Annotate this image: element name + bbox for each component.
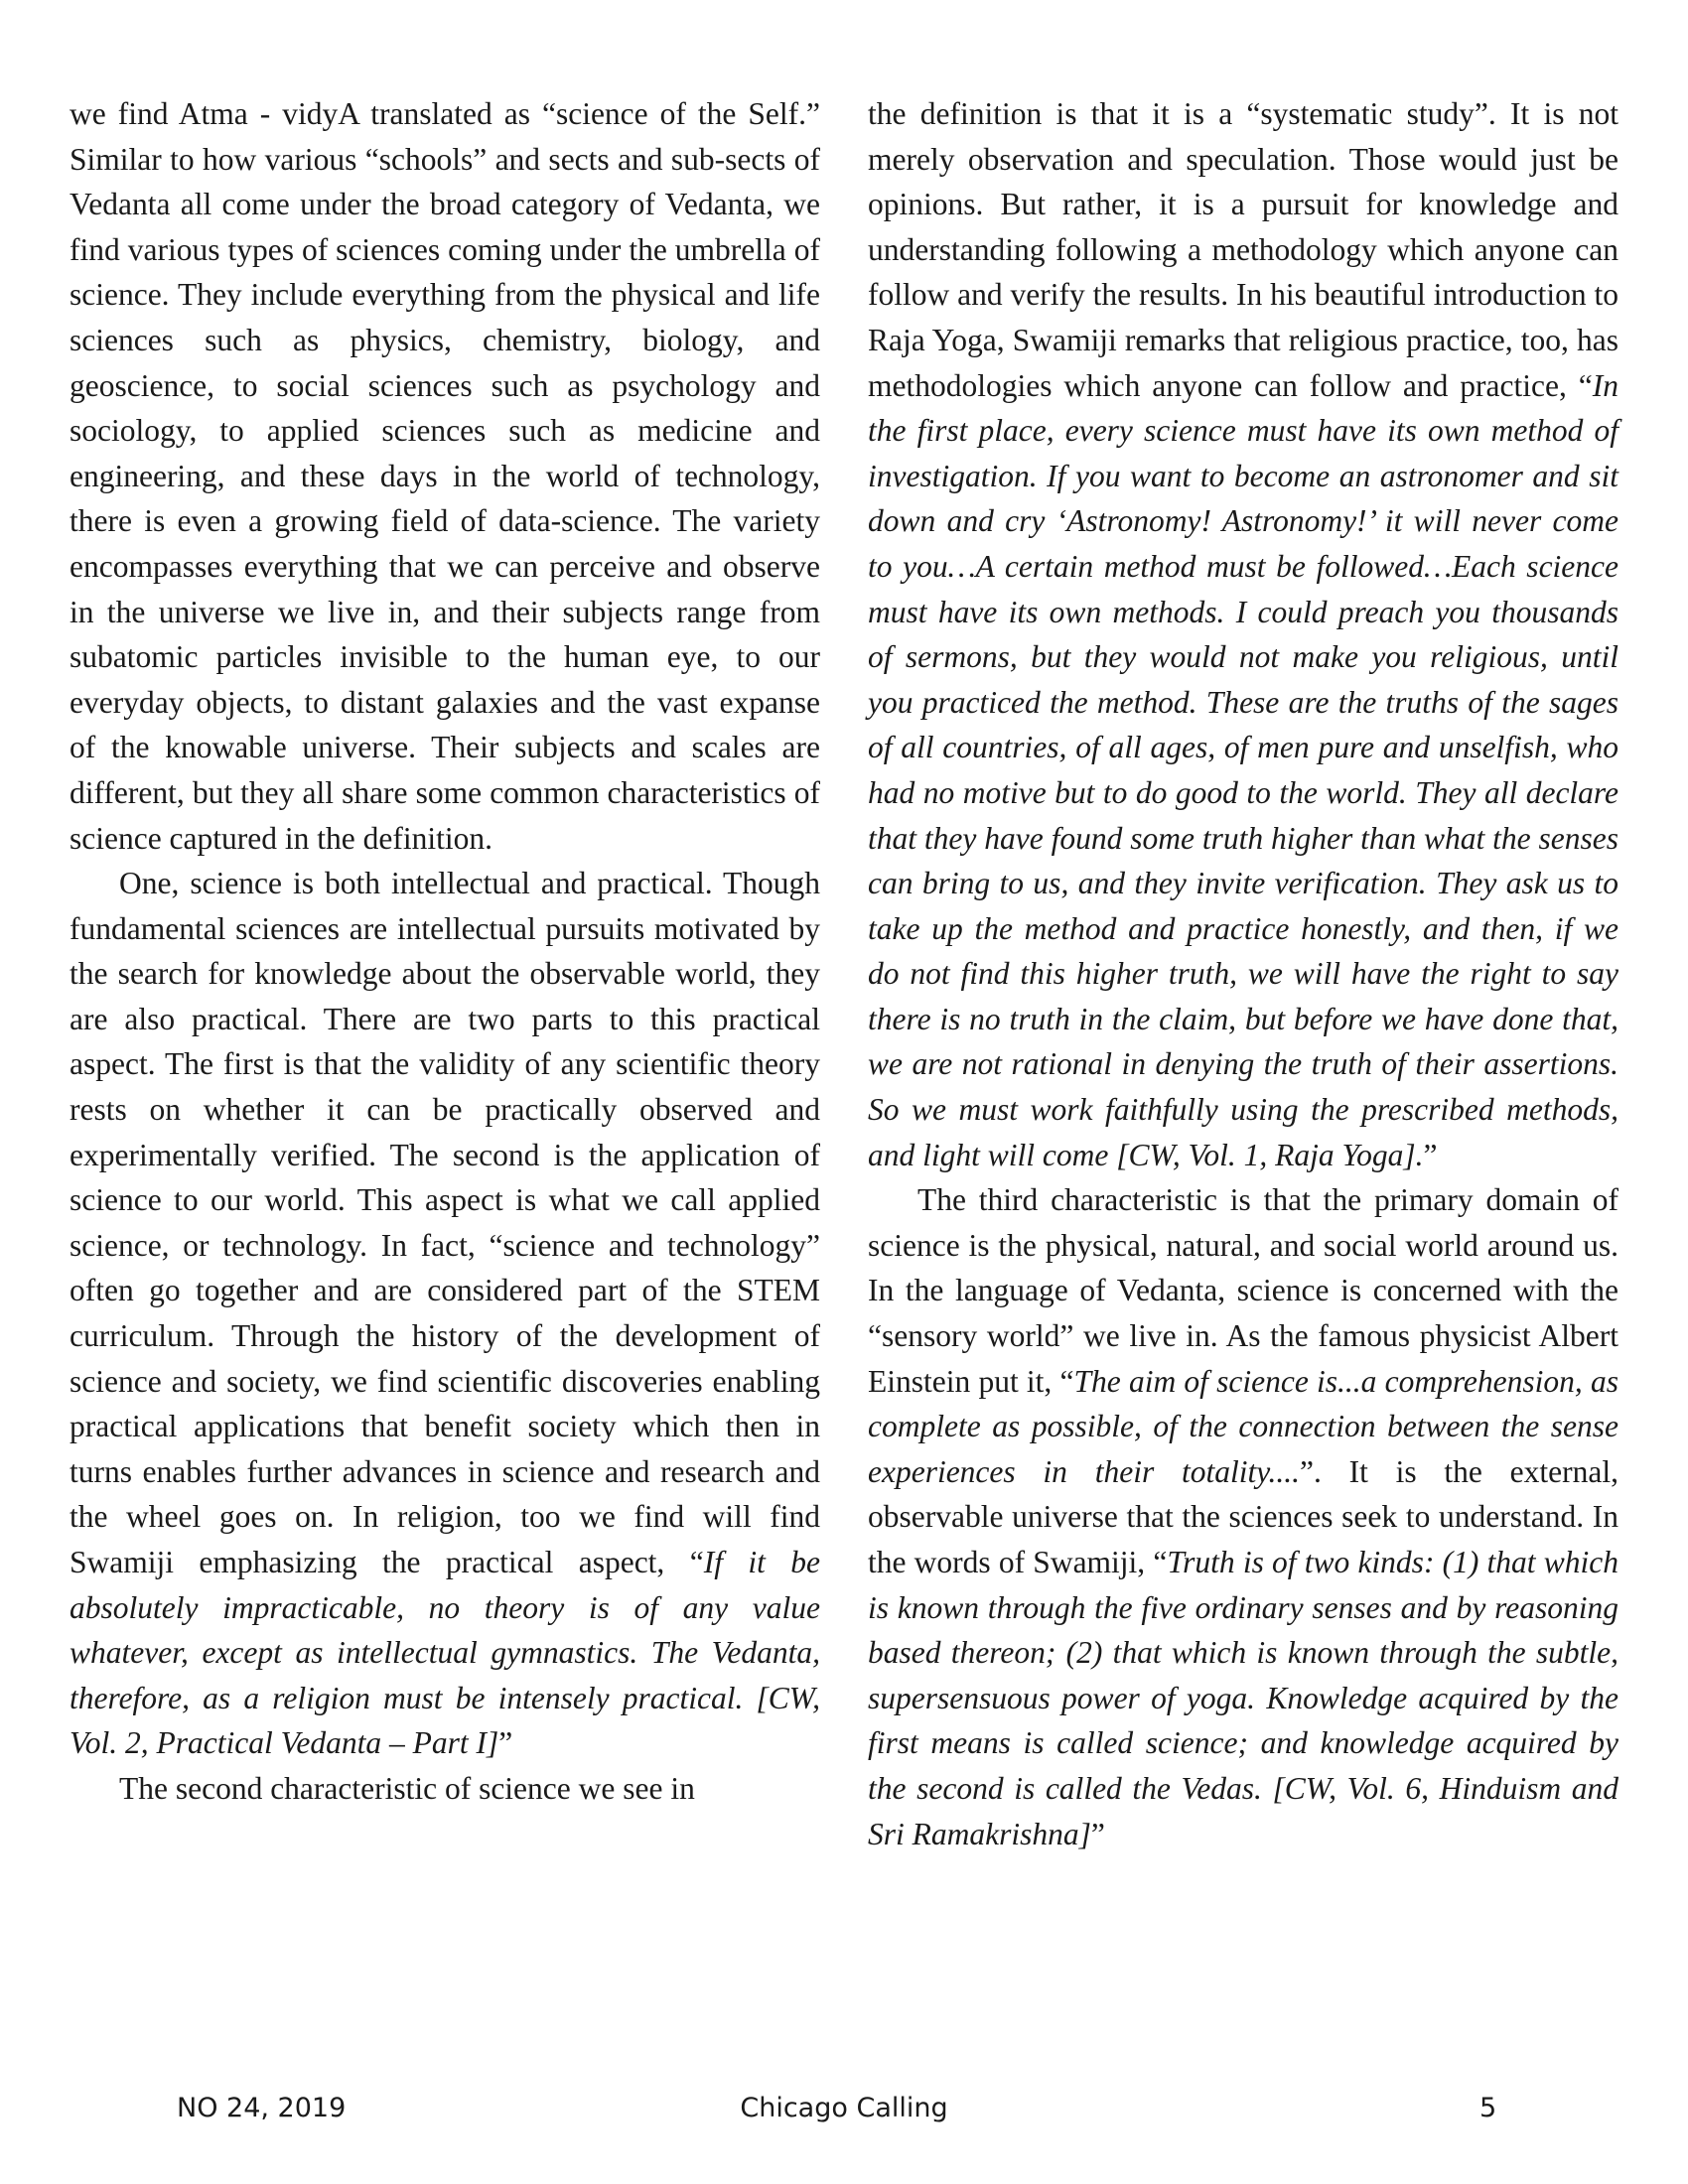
quotation: Truth is of two kinds: (1) that which is known through the five ordinary senses and by reasoning based thereon; (2) that which is known through the subtle, supersensuous power of yoga. Knowledge acquired by the first means is called science; and knowledge acquired by the second is called the Vedas. [CW, Vol. 6, Hinduism and Sri Ramakrishna]: [868, 1545, 1618, 1851]
quotation: In the first place, every science must have its own method of investigation. If you want to become an astronomer and sit down and cry ‘Astronomy! Astronomy!’ it will never come to you…A certain method must be followed…Each science must have its own methods. I could preach you thousands of sermons, but they would not make you religious, until you practiced the method. These are the truths of the sages of all countries, of all ages, of men pure and unselfish, who had no motive but to do good to the world. They all declare that they have found some truth higher than what the senses can bring to us, and they invite verification. They ask us to take up the method and practice honestly, and then, if we do not find this higher truth, we will have the right to say there is no truth in the claim, but before we have done that, we are not rational in denying the truth of their assertions. So we must work faithfully using the prescribed methods, and light will come [CW, Vol. 1, Raja Yoga].: [868, 367, 1618, 1172]
quote-close: ”: [498, 1725, 513, 1761]
paragraph-text: ”. It is the external, observable universe that the sciences seek to understand. In the words of Swamiji, “: [868, 1453, 1618, 1579]
footer-publication: Chicago Calling: [740, 2093, 948, 2123]
quotation: If it be absolutely impracticable, no theory is of any value whatever, except as intellectual gymnastics. The Vedanta, therefore, as a religion must be intensely practical. [CW, Vol. 2, Practical Vedanta – Part I]: [70, 1545, 820, 1761]
paragraph-text: The second characteristic of science we see in: [119, 1770, 695, 1806]
footer-date: NO 24, 2019: [177, 2093, 347, 2123]
paragraph: [868, 91, 1618, 1177]
quote-close: ”: [1090, 1816, 1105, 1851]
paragraph: [70, 91, 820, 861]
paragraph: [70, 1766, 820, 1812]
quote-close: ”: [1423, 1137, 1438, 1172]
page-number: 5: [1479, 2093, 1497, 2123]
page-footer: [0, 2093, 1688, 2132]
left-column: [70, 91, 820, 1812]
right-column: [868, 91, 1618, 1856]
paragraph-text: we find Atma - vidyA translated as “science of the Self.” Similar to how various “schools” and sects and sub-sects of Vedanta all come under the broad category of Vedanta, we find various types of sciences coming under the umbrella of science. They include everything from the physical and life sciences such as physics, chemistry, biology, and geoscience, to social sciences such as psychology and sociology, to applied sciences such as medicine and engineering, and these days in the world of technology, there is even a growing field of data-science. The variety encompasses everything that we can perceive and observe in the universe we live in, and their subjects range from subatomic particles invisible to the human eye, to our everyday objects, to distant galaxies and the vast expanse of the knowable universe. Their subjects and scales are different, but they all share some common characteristics of science captured in the definition.: [70, 96, 820, 856]
paragraph-text: One, science is both intellectual and practical. Though fundamental sciences are intellectual pursuits motivated by the search for knowledge about the observable world, they are also practical. There are two parts to this practical aspect. The first is that the validity of any scientific theory rests on whether it can be practically observed and experimentally verified. The second is the application of science to our world. This aspect is what we call applied science, or technology. In fact, “science and technology” often go together and are considered part of the STEM curriculum. Through the history of the development of science and society, we find scientific discoveries enabling practical applications that benefit society which then in turns enables further advances in science and research and the wheel goes on. In religion, too we find will find Swamiji emphasizing the practical aspect, “: [70, 866, 820, 1579]
paragraph-text: the definition is that it is a “systematic study”. It is not merely observation and speculation. Those would just be opinions. But rather, it is a pursuit for knowledge and understanding following a methodology which anyone can follow and verify the results. In his beautiful introduction to Raja Yoga, Swamiji remarks that religious practice, too, has methodologies which anyone can follow and practice, “: [868, 96, 1618, 403]
paragraph: [868, 1177, 1618, 1856]
quotation: The aim of science is...a comprehension, as complete as possible, of the connection between the sense experiences in their totality....: [868, 1363, 1618, 1489]
paragraph-text: The third characteristic is that the primary domain of science is the physical, natural, and social world around us. In the language of Vedanta, science is concerned with the “sensory world” we live in. As the famous physicist Albert Einstein put it, “: [868, 1182, 1618, 1399]
paragraph: [70, 861, 820, 1766]
